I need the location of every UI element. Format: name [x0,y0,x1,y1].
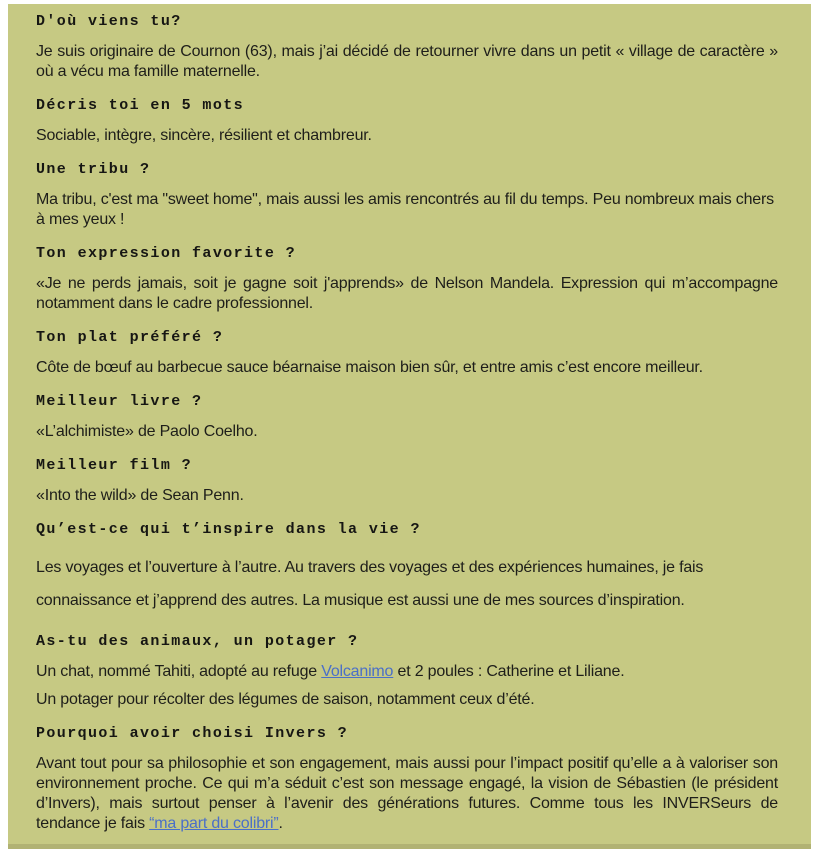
answer-paragraph: «L’alchimiste» de Paolo Coelho. [36,423,258,440]
question-heading: As-tu des animaux, un potager ? [36,632,359,650]
qa-section-film [36,457,778,506]
answer-text: Avant tout pour sa philosophie et son engagement, mais aussi pour l’impact positif qu’elle a à valoriser son environnement proche. Ce qui m’a séduit c’est son message engagé, la vision de Sébastien (le président d’Invers), mais surtout penser à l’avenir des générations futures. Comme tous les INVERSeurs de tendance je fais [36,754,778,832]
question-heading: Ton expression favorite ? [36,245,297,262]
answer-paragraph: Côte de bœuf au barbecue sauce béarnaise maison bien sûr, et entre amis c’est encore meilleur. [36,359,703,376]
answer-paragraph: Un potager pour récolter des légumes de saison, notamment ceux d’été. [36,690,535,708]
qa-section-expression [36,245,778,314]
question-heading: Pourquoi avoir choisi Invers ? [36,724,349,742]
answer-paragraph [36,754,778,834]
answer-paragraph: «Je ne perds jamais, soit je gagne soit j'apprends» de Nelson Mandela. Expression qui m’accompagne notamment dans le cadre professionnel. [36,275,778,312]
question-heading: Meilleur film ? [36,457,193,474]
answer-paragraph [36,662,778,682]
question-heading: Décris toi en 5 mots [36,97,245,114]
qa-section-why-invers [36,725,778,834]
answer-paragraph: Sociable, intègre, sincère, résilient et chambreur. [36,127,372,144]
qa-section-book [36,393,778,442]
qa-section-animals [36,633,778,710]
answer-paragraph: Ma tribu, c'est ma "sweet home", mais aussi les amis rencontrés au fil du temps. Peu nombreux mais chers à mes yeux ! [36,191,774,228]
colibri-link[interactable]: “ma part du colibri” [149,814,279,832]
panel-bottom-divider [8,844,811,849]
qa-section-tribe [36,161,778,230]
answer-text: Un chat, nommé Tahiti, adopté au refuge [36,662,322,680]
question-heading: Ton plat préféré ? [36,329,224,346]
qa-section-origin [36,13,778,82]
qa-section-inspiration [36,521,778,618]
volcanimo-link[interactable]: Volcanimo [321,662,394,680]
qa-section-five-words [36,97,778,146]
answer-text: . [278,814,283,832]
qa-section-dish [36,329,778,378]
question-heading: Une tribu ? [36,161,151,178]
answer-paragraph: Les voyages et l’ouverture à l’autre. Au travers des voyages et des expériences humaines, je fais connaissance et j’apprend des autres. La musique est aussi une de mes sources d’inspiration. [36,559,704,609]
interview-panel [8,4,811,849]
question-heading: D'où viens tu? [36,13,182,30]
answer-paragraph: Je suis originaire de Cournon (63), mais j’ai décidé de retourner vivre dans un petit « village de caractère » où a vécu ma famille maternelle. [36,43,778,80]
question-heading: Meilleur livre ? [36,393,203,410]
answer-paragraph: «Into the wild» de Sean Penn. [36,487,244,504]
question-heading: Qu’est-ce qui t’inspire dans la vie ? [36,521,421,538]
answer-text: et 2 poules : Catherine et Liliane. [393,662,625,680]
